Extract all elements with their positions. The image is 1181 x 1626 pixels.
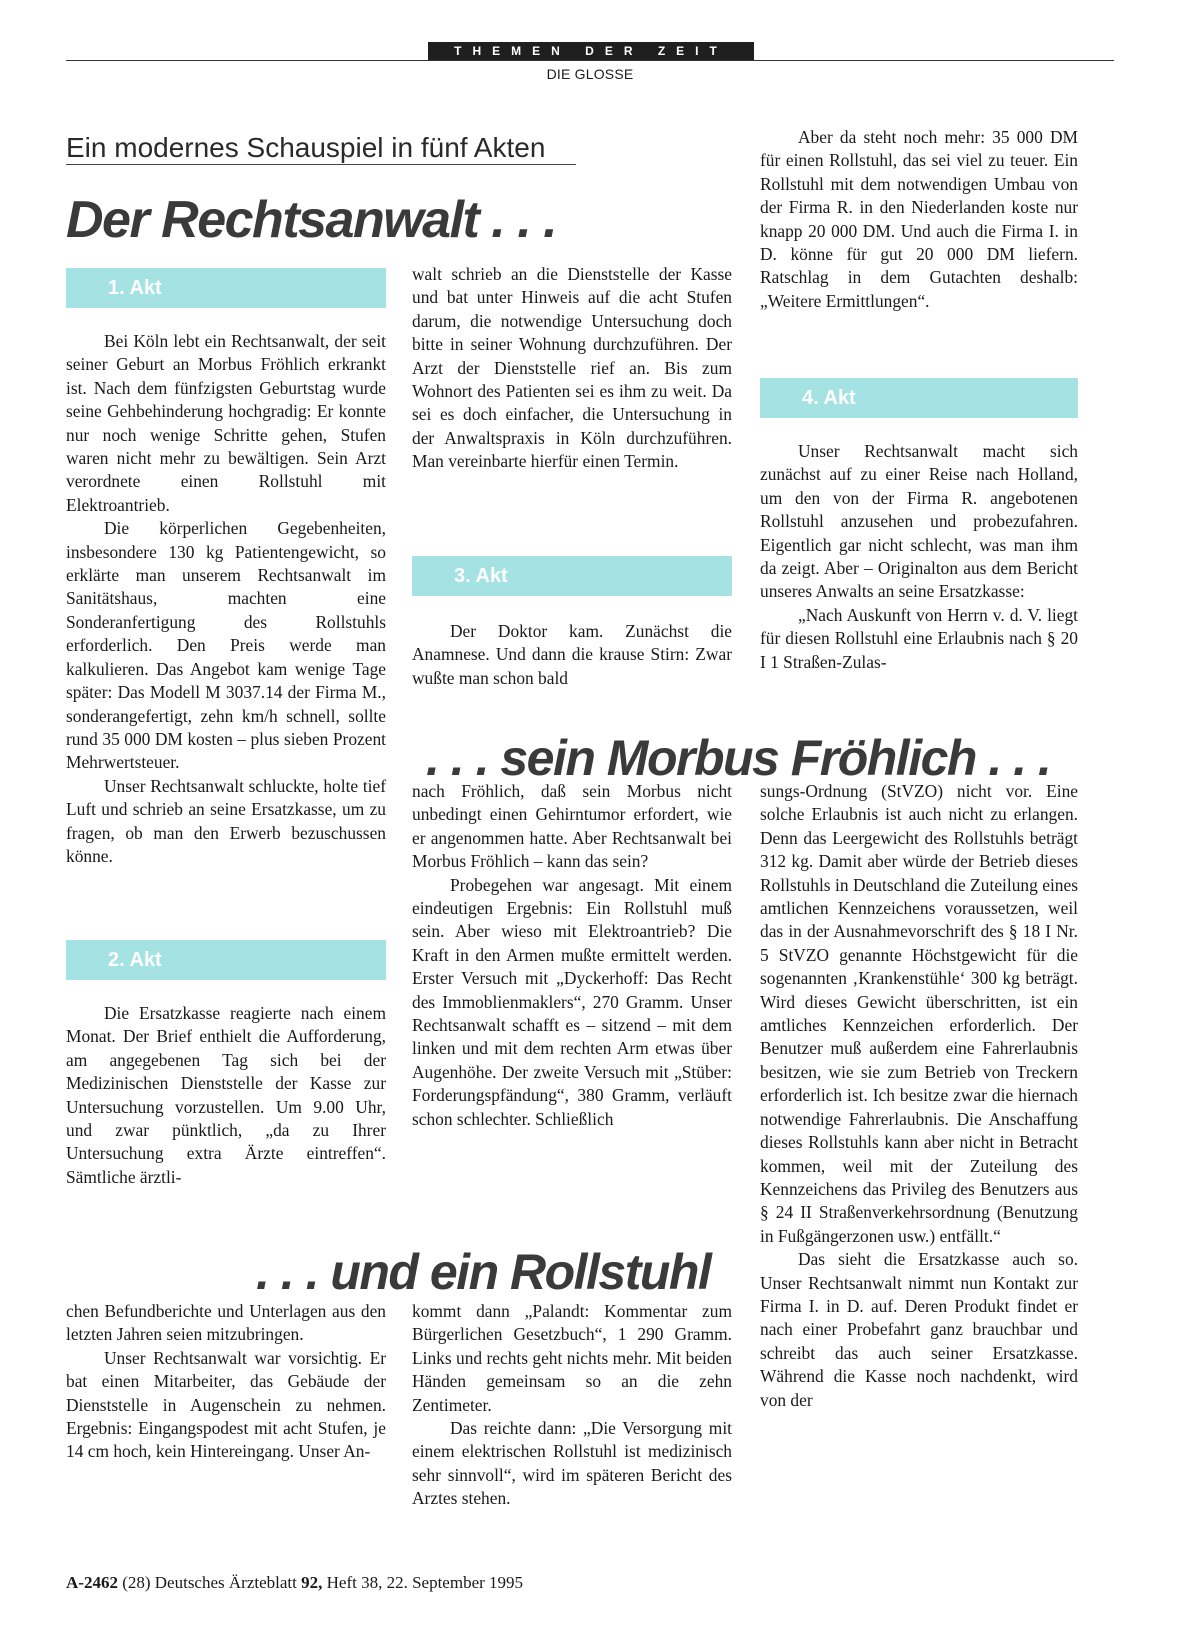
paragraph: walt schrieb an die Dienststelle der Kasse und bat unter Hinweis auf die acht Stufen darum, die notwendige Untersuchung doch bitte in seiner Wohnung durchzuführen. Der Arzt der Dienststelle rief an. Bis zum Wohnort des Patienten sei es ihm zu weit. Da sei es doch einfacher, die Untersuchung in der Anwaltspraxis in Köln durchzuführen. Man vereinbarte hierfür einen Termin. xyxy=(412,264,732,472)
paragraph: Probegehen war angesagt. Mit einem eindeutigen Ergebnis: Ein Rollstuhl muß sein. Aber wieso mit Elektroantrieb? Die Kraft in den Armen mußte ermittelt werden. Erster Versuch mit „Dyckerhoff: Das Recht des Immoblienmaklers“, 270 Gramm. Unser Rechtsanwalt schafft es – sitzend – mit dem linken und mit dem rechten Arm etwas über Augenhöhe. Der zweite Versuch mit „Stüber: Forderungspfändung“, 380 Gramm, verläuft schon schlechter. Schließlich xyxy=(412,874,732,1129)
paragraph: Bei Köln lebt ein Rechtsanwalt, der seit seiner Geburt an Morbus Fröhlich erkrankt ist. Nach dem fünfzigsten Geburtstag wurde seine Gehbehinderung hochgradig: Er konnte nur noch wenige Schritte gehen, Stufen waren nicht mehr zu bewältigen. Sein Arzt verordnete einen Rollstuhl mit Elektroantrieb. xyxy=(66,331,386,515)
section-subrubric: DIE GLOSSE xyxy=(546,66,634,82)
paragraph: kommt dann „Palandt: Kommentar zum Bürgerlichen Gesetzbuch“, 1 290 Gramm. Links und rechts geht nichts mehr. Mit beiden Händen gemeinsam so an die zehn Zentimeter. xyxy=(412,1301,732,1415)
column-1-bottom xyxy=(66,1300,386,1464)
kicker-rule xyxy=(66,164,576,165)
headline-2: . . . sein Morbus Fröhlich . . . xyxy=(426,730,1051,786)
column-2-bottom xyxy=(412,1300,732,1511)
article-kicker: Ein modernes Schauspiel in fünf Akten xyxy=(66,132,546,163)
journal-info: (28) Deutsches Ärzteblatt xyxy=(122,1573,297,1592)
paragraph: Die Ersatzkasse reagierte nach einem Monat. Der Brief enthielt die Aufforderung, am angegebenen Tag sich bei der Medizinischen Dienststelle der Kasse zur Untersuchung vorzustellen. Um 9.00 Uhr, und zwar pünktlich, „da zu Ihrer Untersuchung extra Ärzte eintreffen“. Sämtliche ärztli- xyxy=(66,1003,386,1187)
paragraph: Die körperlichen Gegebenheiten, insbesondere 130 kg Patientengewicht, so erklärte man unserem Rechtsanwalt im Sanitätshaus, machten eine Sonderanfertigung des Rollstuhls erforderlich. Den Preis werde man kalkulieren. Das Angebot kam wenige Tage später: Das Modell M 3037.14 der Firma M., sonderangefertigt, zehn km/h schnell, sollte rund 35 000 DM kosten – plus sieben Prozent Mehrwertsteuer. xyxy=(66,518,386,773)
column-2-top xyxy=(412,263,732,474)
act-4-banner: 4. Akt xyxy=(760,378,1078,418)
paragraph: sungs-Ordnung (StVZO) nicht vor. Eine solche Erlaubnis ist auch nicht zu erlangen. Denn das Leergewicht des Rollstuhls beträgt 312 kg. Damit aber würde der Betrieb dieses Rollstuhls in Deutschland die Zuteilung eines amtlichen Kennzeichens voraussetzen, weil das in der Ausnahmevorschrift des § 18 I Nr. 5 StVZO genannte Höchstgewicht für die sogenannten ‚Krankenstühle‘ 300 kg beträgt. Wird dieses Gewicht überschritten, ist ein amtliches Kennzeichen erforderlich. Der Benutzer muß außerdem eine Fahrerlaubnis besitzen, wie sie zum Betrieb von Treckern erforderlich ist. Ich besitze zwar die hiernach notwendige Fahrerlaubnis. Die Anschaffung dieses Rollstuhls kann aber nicht in Betracht kommen, weil mit der Zuteilung des Kennzeichens das Privileg des Benutzers aus § 24 II Straßenverkehrsordnung (Benutzung in Fußgängerzonen usw.) entfällt.“ xyxy=(760,781,1078,1246)
journal-volume: 92, xyxy=(301,1573,323,1592)
paragraph: „Nach Auskunft von Herrn v. d. V. liegt für diesen Rollstuhl eine Erlaubnis nach § 20 I 1 Straßen-Zulas- xyxy=(760,604,1078,672)
paragraph: Das reichte dann: „Die Versorgung mit einem elektrischen Rollstuhl ist medizinisch sehr sinnvoll“, wird im späteren Bericht des Arztes stehen. xyxy=(412,1418,732,1509)
paragraph: Unser Rechtsanwalt macht sich zunächst auf zu einer Reise nach Holland, um den von der Firma R. angebotenen Rollstuhl anzusehen und probezufahren. Eigentlich gar nicht schlecht, was man ihm da zeigt. Aber – Originalton aus dem Bericht unseres Anwalts an seine Ersatzkasse: xyxy=(760,441,1078,602)
act-1-banner: 1. Akt xyxy=(66,268,386,308)
paragraph: Der Doktor kam. Zunächst die Anamnese. Und dann die krause Stirn: Zwar wußte man schon bald xyxy=(412,621,732,688)
paragraph: Unser Rechtsanwalt schluckte, holte tief Luft und schrieb an seine Ersatzkasse, um zu fragen, ob man den Erwerb bezuschussen könne. xyxy=(66,775,386,866)
paragraph: Aber da steht noch mehr: 35 000 DM für einen Rollstuhl, das sei viel zu teuer. Ein Rollstuhl mit dem notwendigen Umbau von der Firma R. in den Niederlanden koste nur knapp 20 000 DM. Und auch die Firma I. in D. könne für gut 20 000 DM liefern. Ratschlag in dem Gutachten deshalb: „Weitere Ermittlungen“. xyxy=(760,127,1078,311)
paragraph: Unser Rechtsanwalt war vorsichtig. Er bat einen Mitarbeiter, das Gebäude der Dienststelle in Augenschein zu nehmen. Ergebnis: Eingangspodest mit acht Stufen, je 14 cm hoch, kein Hintereingang. Unser An- xyxy=(66,1347,386,1462)
act-3-banner: 3. Akt xyxy=(412,556,732,596)
paragraph: Das sieht die Ersatzkasse auch so. Unser Rechtsanwalt nimmt nun Kontakt zur Firma I. in D. auf. Deren Produkt findet er nach einer Probefahrt ganz brauchbar und schreibt das auch seiner Ersatzkasse. Während die Kasse noch nachdenkt, wird von der xyxy=(760,1249,1078,1410)
act-2-banner: 2. Akt xyxy=(66,940,386,980)
headline-1: Der Rechtsanwalt . . . xyxy=(66,191,557,249)
page-number: A-2462 xyxy=(66,1573,118,1592)
paragraph: chen Befundberichte und Unterlagen aus den letzten Jahren seien mitzubringen. xyxy=(66,1301,386,1345)
headline-3: . . . und ein Rollstuhl xyxy=(256,1244,711,1300)
header-rule xyxy=(66,60,1114,61)
paragraph: nach Fröhlich, daß sein Morbus nicht unbedingt einen Gehirntumor erfordert, wie er angenommen hatte. Aber Rechtsanwalt bei Morbus Fröhlich – kann das sein? xyxy=(412,781,732,872)
column-3-act4 xyxy=(760,440,1078,674)
column-2-mid xyxy=(412,780,732,1131)
page-footer xyxy=(66,1573,523,1593)
column-3-top xyxy=(760,126,1078,313)
column-1-top xyxy=(66,330,386,868)
column-3-bottom xyxy=(760,780,1078,1412)
column-2-act3 xyxy=(412,620,732,690)
section-rubric: THEMEN DER ZEIT xyxy=(428,42,754,60)
journal-issue: Heft 38, 22. September 1995 xyxy=(326,1573,524,1592)
column-1-mid xyxy=(66,1002,386,1189)
